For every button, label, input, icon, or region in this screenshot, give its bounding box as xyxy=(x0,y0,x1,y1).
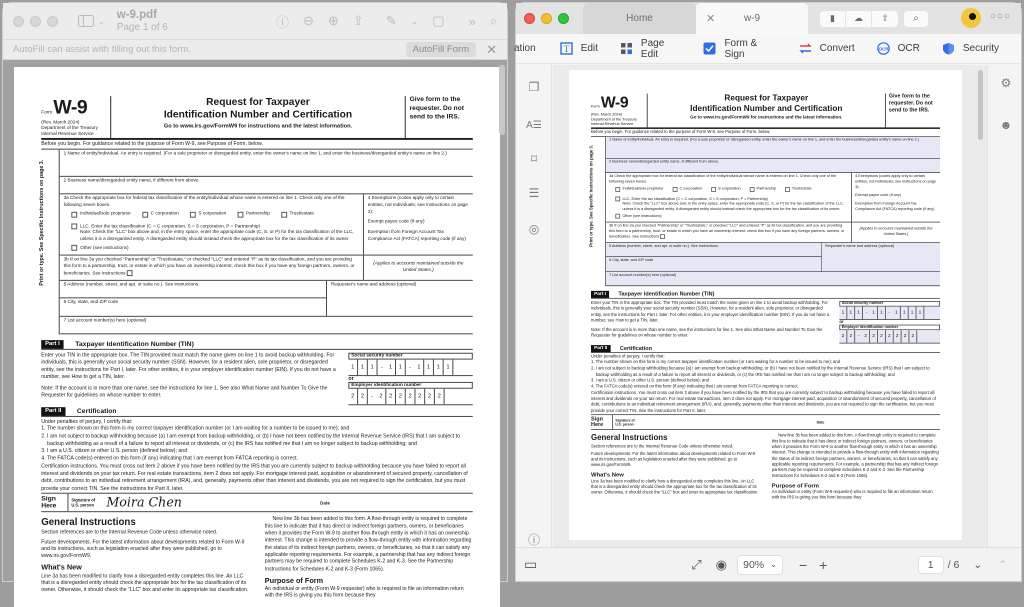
page-number-input[interactable] xyxy=(918,556,944,574)
digit-cell[interactable]: 2 xyxy=(870,330,878,343)
page-indicator: Page 1 of 6 xyxy=(116,21,168,33)
form-number: W-9 xyxy=(600,94,629,112)
digit-cell[interactable]: 2 xyxy=(396,389,406,405)
digit-cell[interactable]: 2 xyxy=(415,389,425,405)
sliders-icon[interactable]: ⚙ xyxy=(1000,76,1012,90)
whats-new-heading: What's New xyxy=(41,563,82,572)
zoom-window-button[interactable] xyxy=(558,13,569,24)
page-current: 1 xyxy=(927,558,934,571)
document-canvas xyxy=(3,61,507,600)
form-irs: Internal Revenue Service xyxy=(591,122,634,127)
next-page-icon[interactable]: ⌄ xyxy=(973,558,983,571)
form-dept: Department of the Treasury xyxy=(591,117,637,122)
digit-cell[interactable]: 2 xyxy=(909,330,917,343)
whats-new-text: Line 3a has been modified to clarify how a disregarded entity completes this line. An LLC that is a disregarded entity should check the appropriate box for the tax classification of its owner. Otherwise, it should check the "LLC" box and enter its appropriate tax classification. xyxy=(591,479,759,496)
digit-cell[interactable]: 2 xyxy=(886,330,894,343)
cert-item: 1. The number shown on this form is my correct taxpayer identification number (or I am waiting for a number to be issued to me); and xyxy=(41,426,350,432)
purpose-text: An individual or entity (Form W-9 requester) who is required to file an information return with the IRS is giving you this form because they xyxy=(264,586,464,600)
tab-home[interactable] xyxy=(583,3,696,34)
fatca-field[interactable]: Exemption from Foreign Account Tax Compliance Act (FATCA) reporting code (if any) xyxy=(855,201,935,212)
line-5-address-field[interactable] xyxy=(60,281,326,298)
cloud-icon[interactable]: ☁ xyxy=(846,11,872,27)
ein-field[interactable] xyxy=(348,389,472,406)
tin-instructions: Enter your TIN in the appropriate box. The TIN provided must match the name given on line 1 to avoid backup withholding. For individuals, this is generally your social security number (SSN). However, for a resident alien, sole proprietor, or disregarded entity, see the instructions for Part I, later. For other entities, it is your employer identification number (EIN). If you do not have a number, see How to get a TIN, later. xyxy=(591,300,830,324)
shield-icon xyxy=(942,42,955,55)
purpose-heading: Purpose of Form xyxy=(771,481,819,489)
checkbox-c-corp[interactable] xyxy=(672,187,702,192)
search-icon[interactable]: ⌕ xyxy=(904,11,928,27)
side-instructions: Print or type. See Specific Instructions on page 3. xyxy=(589,145,595,247)
form-number-block xyxy=(591,94,648,128)
future-developments: Future developments. For the latest information about developments related to Form W-9 and its instructions, such as legislation enacted after they were published, go to www.irs.gov/FormW9. xyxy=(41,538,245,559)
page-edit-icon xyxy=(620,42,633,55)
line-3a-label: 3a Check the appropriate box for federal tax classification of the entity/individual whose name is entered on line 1. Check only one of the following seven boxes. xyxy=(63,196,345,208)
option-label: Trust/estate xyxy=(791,187,812,192)
line-label: 2 Business name/disregarded entity name, if different from above. xyxy=(63,178,200,184)
form-header xyxy=(591,70,940,129)
option-label: Individual/sole proprietor xyxy=(622,187,664,192)
ocr-icon xyxy=(877,42,890,55)
form-label: Form xyxy=(591,105,600,110)
digit-cell[interactable]: 2 xyxy=(847,330,855,343)
cert-instructions: Certification instructions. You must cross out item 2 above if you have been notified by the IRS that you are currently subject to backup withholding because you have failed to report all interest and dividends on your tax return. For real estate transactions, item 2 does not apply. For mortgage interest paid, acquisition or abandonment of secured property, cancellation of debt, contributions to an individual retirement arrangement (IRA), and, generally, payments other than interest and dividends, you are not required to sign the certification, but you must provide your correct TIN. See the instructions for Part II, later. xyxy=(591,390,936,414)
quick-actions xyxy=(820,11,898,27)
form-title: Request for Taxpayer xyxy=(206,96,310,108)
autofill-message: AutoFill can assist with filling out this form. xyxy=(13,44,191,55)
digit-cell[interactable]: 2 xyxy=(425,389,435,405)
fit-page-icon[interactable]: ⤢ xyxy=(691,556,702,572)
toolbar-convert[interactable] xyxy=(799,42,855,55)
line-1-name-field[interactable] xyxy=(60,150,473,177)
digit-cell[interactable]: 2 xyxy=(386,389,396,405)
checkbox-s-corp[interactable] xyxy=(190,212,226,218)
text-outline-icon[interactable]: A☰ xyxy=(526,119,542,131)
markup-pen-icon[interactable]: ✎ xyxy=(385,13,397,28)
form-revision: (Rev. March 2024) xyxy=(591,113,622,118)
checkbox-other[interactable] xyxy=(615,214,848,220)
digit-separator: - xyxy=(371,393,374,400)
digit-cell[interactable]: 2 xyxy=(377,389,387,405)
ein-label: Employer identification number xyxy=(839,325,940,331)
form-number-block xyxy=(41,96,111,138)
document-title: w-9.pdf xyxy=(116,9,157,22)
cert-item: 3. I am a U.S. citizen or other U.S. person (defined below); and xyxy=(41,448,188,454)
digit-separator: - xyxy=(888,310,891,316)
preview-toolbar xyxy=(276,12,497,31)
checkbox-trust[interactable] xyxy=(785,187,812,192)
ssn-field[interactable] xyxy=(348,359,472,376)
checkbox-trust[interactable] xyxy=(281,212,314,218)
cert-item: 2. I am not subject to backup withholding because (a) I am exempt from backup withholding, or (b) I have not been notified by the Internal Revenue Service (IRS) that I am subject to backup withholding as a result of a failure to report all interest or dividends, or (c) the IRS has notified me that I am no longer subject to backup withholding; and xyxy=(41,433,461,447)
toolbar-label: Convert xyxy=(819,43,855,54)
exempt-payee-field[interactable]: Exempt payee code (if any) xyxy=(367,219,425,225)
form-irs: Internal Revenue Service xyxy=(41,132,94,137)
sign-here-label: Sign Here xyxy=(591,415,613,429)
perjury-text: Under penalties of perjury, I certify that: xyxy=(591,354,665,360)
line-label: 5 Address (number, street, and apt. or suite no.). See instructions. xyxy=(609,244,719,249)
part-2-header xyxy=(591,345,940,353)
option-label: C corporation xyxy=(679,187,703,192)
line-7-account-field[interactable] xyxy=(606,272,940,286)
line-label: Requester's name and address (optional) xyxy=(825,244,895,249)
or-label: or xyxy=(348,375,354,382)
exempt-payee-field[interactable]: Exempt payee code (if any) xyxy=(855,193,902,198)
fatca-field[interactable]: Exemption from Foreign Account Tax Compliance Act (FATCA) reporting code (if any) xyxy=(367,230,466,242)
ein-label: Employer identification number xyxy=(348,382,472,389)
digit-separator: - xyxy=(409,364,412,371)
option-label: LLC. Enter the tax classification (C = C corporation, S = S corporation, P = Partnership) xyxy=(80,224,261,230)
part-label: Part II xyxy=(591,345,610,352)
zoom-value: 90% xyxy=(743,558,765,571)
digit-cell[interactable]: 2 xyxy=(839,330,847,343)
general-instructions-text: Section references are to the Internal Revenue Code unless otherwise noted. xyxy=(41,529,218,536)
clipboard-icon[interactable]: ▮ xyxy=(820,11,846,27)
form-url: Go to www.irs.gov/FormW9 for instructions and the latest information. xyxy=(163,123,353,130)
whats-new-text: Line 3a has been modified to clarify how a disregarded entity completes this line. An LLC that is a disregarded entity should check the appropriate box for the tax classification of its owner. Otherwise, it should check the "LLC" box and enter its appropriate tax classification. xyxy=(41,573,249,594)
cert-item: 3. I am a U.S. citizen or other U.S. person (defined below); and xyxy=(591,378,710,383)
close-tab-icon[interactable]: ✕ xyxy=(706,13,716,25)
llc-note: Note: Check the "LLC" box above and, in the entry space, enter the appropriate code (C, S, or P) for the tax classification of the LLC, unless it is a disregarded entity. A disregarded entity should instead check the appropriate box for the tax classification of its owner. xyxy=(622,202,844,212)
read-mode-icon[interactable]: ◉ xyxy=(715,556,727,572)
line-label: 6 City, state, and ZIP code xyxy=(63,300,119,305)
main-toolbar xyxy=(516,34,1021,64)
toolbar-label: OCR xyxy=(897,43,920,54)
sidebar-icon xyxy=(78,15,94,27)
form-label: Form xyxy=(41,110,53,116)
close-window-button[interactable] xyxy=(524,13,535,24)
left-sidebar xyxy=(516,65,552,547)
digit-cell[interactable]: 1 xyxy=(839,306,847,319)
line-label: 1 Name of entity/individual. An entry is required. (For a sole proprietor or disregarded entity, enter the owner's name on line 1, and enter the business/disregarded entity's name on line 2.) xyxy=(63,151,447,157)
line-7-account-field[interactable] xyxy=(60,317,473,334)
toolbar-security[interactable] xyxy=(942,42,999,55)
digit-cell[interactable]: 1 xyxy=(444,359,454,375)
ssn-field[interactable] xyxy=(839,306,940,319)
part-1-header xyxy=(591,291,940,299)
digit-cell[interactable]: 1 xyxy=(901,306,909,319)
option-label: Partnership xyxy=(756,187,776,192)
attachment-icon[interactable]: ◎ xyxy=(528,222,540,236)
part-title: Certification xyxy=(76,407,117,415)
autofill-form-button[interactable]: AutoFill Form xyxy=(406,42,476,57)
cert-item: 4. The FATCA code(s) entered on this form (if any) indicating that I am exempt from FATCA reporting is correct. xyxy=(41,455,299,462)
checkbox-s-corp[interactable] xyxy=(711,187,740,192)
tin-note: Note: If the account is in more than one name, see the instructions for line 1. See also What Name and Number To Give the Requester for guidelines on whose number to enter. xyxy=(591,327,823,339)
prev-page-icon[interactable]: ⌃ xyxy=(998,558,1007,571)
option-label: LLC. Enter the tax classification (C = C corporation, S = S corporation, P = Partnership) xyxy=(622,197,768,202)
tin-note: Note: If the account is in more than one name, see the instructions for line 1. See also What Name and Number To Give the Requester for guidelines on whose number to enter. xyxy=(41,385,328,399)
digit-cell[interactable]: 2 xyxy=(435,389,445,405)
edit-text-icon xyxy=(560,42,573,55)
minimize-window-button[interactable] xyxy=(541,13,552,24)
digit-cell[interactable]: 1 xyxy=(434,359,444,375)
or-label: or xyxy=(839,319,844,325)
form-header xyxy=(41,67,473,140)
ein-field[interactable] xyxy=(839,330,940,343)
digit-cell[interactable]: 1 xyxy=(424,359,434,375)
give-note: Give form to the requester. Do not send to the IRS. xyxy=(885,94,940,128)
digit-cell[interactable]: 1 xyxy=(909,306,917,319)
toolbar-ocr[interactable] xyxy=(877,42,920,55)
digit-cell[interactable]: 1 xyxy=(348,359,358,375)
digit-cell[interactable]: 1 xyxy=(358,359,368,375)
ssn-label: Social security number xyxy=(348,353,472,360)
signature-row xyxy=(41,493,473,512)
line-label: 5 Address (number, street, and apt. or suite no.). See instructions. xyxy=(63,282,200,288)
option-label: S corporation xyxy=(198,211,227,217)
before-you-begin: Before you begin. For guidance related to the purpose of Form W-9, see Purpose of Form, below. xyxy=(591,129,940,137)
checkbox-icon xyxy=(703,42,716,55)
autofill-banner xyxy=(3,40,507,60)
title-bar xyxy=(3,3,507,40)
part-label: Part I xyxy=(591,291,609,298)
tin-instructions: Enter your TIN in the appropriate box. The TIN provided must match the name given on line 1 to avoid backup withholding. For individuals, this is generally your social security number (SSN). However, for a resident alien, sole proprietor, or disregarded entity, see the instructions for Part I, later. For other entities, it is your employer identification number (EIN). If you do not have a number, see How to get a TIN, later. xyxy=(41,352,336,381)
pdf-page xyxy=(569,70,962,540)
line-3b[interactable] xyxy=(606,223,852,242)
signature-field[interactable]: Moira Chen xyxy=(106,495,182,511)
line-3b-explanation: New line 3b has been added to this form. A flow-through entity is required to complete this line to indicate that it has direct or indirect foreign partners, owners, or beneficiaries when it provides the Form W-9 to another flow-through entity in which it has an ownership interest. This change is intended to provide a flow-through entity with information regarding the status of its indirect foreign partners, owners, or beneficiaries, so that it can satisfy any applicable reporting requirements. For example, a partnership that has any indirect foreign partners may be required to complete Schedules K-2 and K-3. See the Partnership Instructions for Schedules K-2 and K-3 (Form 1065). xyxy=(771,433,939,479)
tab-bar xyxy=(516,3,1021,34)
give-note: Give form to the requester. Do not send to the IRS. xyxy=(405,96,473,138)
digit-cell[interactable]: 2 xyxy=(406,389,416,405)
line-2-business-field[interactable] xyxy=(606,159,940,173)
option-label: Partnership xyxy=(245,211,270,217)
line-1-name-field[interactable] xyxy=(606,137,940,159)
digit-cell[interactable]: 1 xyxy=(878,306,886,319)
line-label: 3b If on line 3a you checked "Partnership" or "Trust/estate," or checked "LLC" and entered "P" as its tax classification, and you are providing this form to a partnership, trust, or estate in which you have an ownership interest, check this box if you have any foreign partners, owners, or beneficiaries. See instructions xyxy=(63,257,355,277)
form-number: W-9 xyxy=(53,97,88,119)
part-title: Certification xyxy=(619,345,652,352)
sidebar-toggle-button[interactable] xyxy=(78,15,105,27)
more-chevron-icon[interactable]: » xyxy=(468,13,476,29)
rotate-icon[interactable]: ▢ xyxy=(432,13,445,28)
zoom-window-button[interactable] xyxy=(47,16,58,27)
toolbar-annotation[interactable] xyxy=(514,43,536,54)
checkbox-individual[interactable] xyxy=(615,187,663,192)
llc-note: Note: Check the "LLC" box above and, in the entry space, enter the appropriate code (C, S, or P) for the tax classification of the LLC, unless it is a disregarded entity. A disregarded entity should instead check the appropriate box for the tax classification of its owner. xyxy=(80,230,354,242)
cert-item: 1. The number shown on this form is my correct taxpayer identification number (or I am waiting for a number to be issued to me); and xyxy=(591,360,841,366)
purpose-heading: Purpose of Form xyxy=(264,576,324,585)
future-developments: Future developments. For the latest information about developments related to Form W-9 and its instructions, such as legislation enacted after they were published, go to www.irs.gov/FormW9. xyxy=(591,451,756,468)
general-instructions-text: Section references are to the Internal Revenue Code unless otherwise noted. xyxy=(591,444,734,450)
chevron-down-icon: ⌄ xyxy=(770,560,777,569)
general-instructions-heading: General Instructions xyxy=(591,434,668,443)
digit-cell[interactable]: 1 xyxy=(414,359,424,375)
signature-label: Signature of U.S. person xyxy=(71,497,96,508)
cert-item: 2. I am not subject to backup withholding because (a) I am exempt from backup withholding, or (b) I have not been notified by the Internal Revenue Service (IRS) that I am subject to backup withholding as a result of a failure to report all interest or dividends, or (c) the IRS has notified me that I am no longer subject to backup withholding; and xyxy=(591,366,930,377)
sign-here-label: Sign Here xyxy=(41,494,68,511)
line-label: 3b If on line 3a you checked "Partnership" or "Trust/estate," or checked "LLC" and entered "P" as its tax classification, and you are providing this form to a partnership, trust, or estate in which you have an ownership interest, check this box if you have any foreign partners, owners, or beneficiaries. See instructions xyxy=(609,224,845,240)
digit-cell[interactable]: 2 xyxy=(878,330,886,343)
list-icon[interactable]: ☰ xyxy=(528,186,540,200)
date-label: Date xyxy=(816,420,825,425)
form-title: Request for Taxpayer xyxy=(724,93,809,104)
zoom-in-icon[interactable]: ⊕ xyxy=(327,13,339,28)
share-icon[interactable]: ⇪ xyxy=(352,13,364,28)
option-label: S corporation xyxy=(718,187,741,192)
purpose-text: An individual or entity (Form W-9 requester) who is required to file an information return with the IRS is giving you this form because they xyxy=(771,489,933,501)
digit-cell[interactable]: 1 xyxy=(870,306,878,319)
form-url: Go to www.irs.gov/FormW9 for instructions and the latest information. xyxy=(690,115,843,121)
zoom-in-button[interactable]: + xyxy=(819,556,828,573)
window-controls xyxy=(524,13,569,24)
part-label: Part II xyxy=(41,407,65,416)
pdf-editor-window xyxy=(515,2,1022,582)
toolbar-edit[interactable] xyxy=(560,42,598,55)
part-label: Part I xyxy=(41,340,63,349)
form-dept: Department of the Treasury xyxy=(41,126,98,132)
pdf-page xyxy=(14,67,500,607)
digit-cell[interactable]: 1 xyxy=(386,359,396,375)
digit-cell[interactable]: 2 xyxy=(862,330,870,343)
toolbar-form-sign[interactable] xyxy=(703,38,776,60)
part-1-header xyxy=(41,340,473,350)
requester-field[interactable] xyxy=(327,281,473,316)
document-canvas xyxy=(553,65,987,547)
preview-window xyxy=(2,2,508,600)
line-label: 7 List account number(s) here (optional) xyxy=(609,273,676,278)
form-subtitle: Identification Number and Certification xyxy=(163,108,353,121)
part-2-header xyxy=(41,407,473,417)
perjury-text: Under penalties of perjury, I certify that: xyxy=(41,418,133,425)
digit-separator: - xyxy=(380,364,383,371)
requester-field[interactable] xyxy=(822,243,940,271)
ai-assistant-icon[interactable]: ☻ xyxy=(999,118,1013,132)
digit-separator: - xyxy=(857,333,860,339)
form-subtitle: Identification Number and Certification xyxy=(690,103,843,113)
tab-label: Home xyxy=(626,13,653,24)
checkbox-partnership[interactable] xyxy=(749,187,775,192)
date-label: Date xyxy=(320,500,330,506)
toolbar-label: Security xyxy=(962,43,999,54)
view-mode-icon[interactable]: ▭ xyxy=(524,556,538,572)
line-label: 7 List account number(s) here (optional) xyxy=(63,318,147,324)
digit-cell[interactable]: 1 xyxy=(855,306,863,319)
cert-instructions: Certification instructions. You must cross out item 2 above if you have been notified by the IRS that you are currently subject to backup withholding because you have failed to report all interest and dividends on your tax return. For real estate transactions, item 2 does not apply. For mortgage interest paid, acquisition or abandonment of secured property, cancellation of debt, contributions to an individual retirement arrangement (IRA), and, generally, payments other than interest and dividends, you are not required to sign the certification, but you must provide your correct TIN. See the instructions for Part II, later. xyxy=(41,463,468,492)
part-title: Taxpayer Identification Number (TIN) xyxy=(75,340,194,348)
tab-w9[interactable] xyxy=(696,3,808,34)
digit-separator: - xyxy=(865,310,868,316)
minimize-window-button[interactable] xyxy=(30,16,41,27)
toolbar-label: Form & Sign xyxy=(724,37,758,60)
part-title: Taxpayer Identification Number (TIN) xyxy=(618,291,715,298)
line-label: 1 Name of entity/individual. An entry is required. (For a sole proprietor or disregarded entity, enter the owner's name on line 1, and enter the business/disregarded entity's name on line 2.) xyxy=(609,138,919,143)
signature-row xyxy=(591,415,940,431)
search-icon[interactable]: ⌕ xyxy=(489,13,497,28)
svg-text:OCR: OCR xyxy=(878,46,889,52)
line-3a-label: 3a Check the appropriate box for federal tax classification of the entity/individual whose name is entered on line 1. Check only one of the following seven boxes. xyxy=(609,174,837,184)
ssn-label: Social security number xyxy=(839,301,940,307)
zoom-select[interactable] xyxy=(737,555,783,575)
line-label: 6 City, state, and ZIP code xyxy=(609,258,654,263)
vertical-scrollbar[interactable] xyxy=(978,70,983,140)
tab-label: w-9 xyxy=(743,13,761,24)
exemptions-label: 4 Exemptions (codes apply only to certain entities, not individuals; see instructions on page 3): xyxy=(855,174,937,190)
window-controls xyxy=(13,16,58,27)
option-label: C corporation xyxy=(150,211,179,217)
upload-icon[interactable]: ⇧ xyxy=(872,11,898,27)
line-6-city-field[interactable] xyxy=(60,298,326,315)
side-instructions: Print or type. See Specific Instructions on page 3. xyxy=(39,159,46,286)
toolbar-label: Page Edit xyxy=(640,37,665,60)
toolbar-label: Edit xyxy=(580,43,598,54)
line-5-address-field[interactable] xyxy=(606,243,821,257)
line-3b[interactable] xyxy=(60,256,364,280)
avatar[interactable] xyxy=(961,8,981,28)
digit-cell[interactable]: 1 xyxy=(893,306,901,319)
digit-cell[interactable]: 2 xyxy=(358,389,368,405)
signature-label: Signature of U.S. person xyxy=(615,418,635,427)
toolbar-page-edit[interactable] xyxy=(620,38,682,60)
vertical-scrollbar[interactable] xyxy=(499,65,505,135)
line-2-business-field[interactable] xyxy=(60,177,473,194)
exemptions-label: 4 Exemptions (codes apply only to certain entities, not individuals; see instructions on page 3): xyxy=(367,196,468,215)
before-you-begin: Before you begin. For guidance related to the purpose of Form W-9, see Purpose of Form, below. xyxy=(41,140,473,150)
bookmark-icon[interactable]: ⌑ xyxy=(530,152,538,166)
checkbox-other[interactable] xyxy=(71,245,359,253)
option-label: Other (see instructions) xyxy=(80,246,129,252)
digit-cell[interactable]: 2 xyxy=(901,330,909,343)
chevron-down-icon[interactable]: ⌄ xyxy=(410,15,419,26)
line-label: 2 Business name/disregarded entity name, if different from above. xyxy=(609,160,720,165)
convert-icon xyxy=(799,42,812,55)
line-6-city-field[interactable] xyxy=(606,257,821,271)
digit-cell[interactable]: 2 xyxy=(894,330,902,343)
cert-item: 4. The FATCA code(s) entered on this form (if any) indicating that I am exempt from FATCA reporting is correct. xyxy=(591,384,799,389)
applies-note: (Applies to accounts maintained outside the United States.) xyxy=(373,261,464,273)
general-instructions-heading: General Instructions xyxy=(41,517,136,529)
close-window-button[interactable] xyxy=(13,16,24,27)
svg-text:T: T xyxy=(563,44,569,54)
close-banner-icon[interactable]: ✕ xyxy=(486,41,497,57)
chevron-down-icon: ⌄ xyxy=(98,16,105,26)
more-options-icon[interactable]: ○○○ xyxy=(989,11,1011,22)
toolbar-label: ation xyxy=(514,43,536,54)
pages-icon[interactable]: ❐ xyxy=(528,80,540,94)
right-sidebar xyxy=(987,65,1021,547)
checkbox-partnership[interactable] xyxy=(237,212,270,218)
option-label: Trust/estate xyxy=(289,211,315,217)
checkbox-c-corp[interactable] xyxy=(142,212,179,218)
form-revision: (Rev. March 2024) xyxy=(41,120,80,126)
zoom-out-icon[interactable]: ⊖ xyxy=(303,13,314,28)
page-total: / 6 xyxy=(947,558,960,571)
digit-cell[interactable]: 1 xyxy=(396,359,406,375)
zoom-out-button[interactable]: − xyxy=(798,556,808,573)
checkbox-individual[interactable] xyxy=(71,212,131,218)
digit-cell[interactable]: 1 xyxy=(368,359,378,375)
digit-cell[interactable]: 2 xyxy=(348,389,358,405)
whats-new-heading: What's New xyxy=(591,471,624,479)
line-label: Requester's name and address (optional) xyxy=(330,282,417,288)
applies-note: (Applies to accounts maintained outside the United States.) xyxy=(859,227,933,237)
help-icon[interactable]: ⓘ xyxy=(527,532,540,547)
digit-cell[interactable]: 1 xyxy=(847,306,855,319)
bottom-bar xyxy=(516,547,1021,581)
option-label: Other (see instructions) xyxy=(622,215,662,220)
digit-cell[interactable]: 1 xyxy=(916,306,924,319)
info-icon[interactable]: ⓘ xyxy=(276,14,290,30)
option-label: Individual/sole proprietor xyxy=(80,211,131,217)
line-3b-explanation: New line 3b has been added to this form. A flow-through entity is required to complete this line to indicate that it has direct or indirect foreign partners, owners, or beneficiaries when it provides the Form W-9 to another flow-through entity in which it has an ownership interest. This change is intended to provide a flow-through entity with information regarding the status of its indirect foreign partners, owners, or beneficiaries, so that it can satisfy any applicable reporting requirements. For example, a partnership that has any indirect foreign partners may be required to complete Schedules K-2 and K-3. See the Partnership Instructions for Schedules K-2 and K-3 (Form 1065). xyxy=(264,516,472,572)
